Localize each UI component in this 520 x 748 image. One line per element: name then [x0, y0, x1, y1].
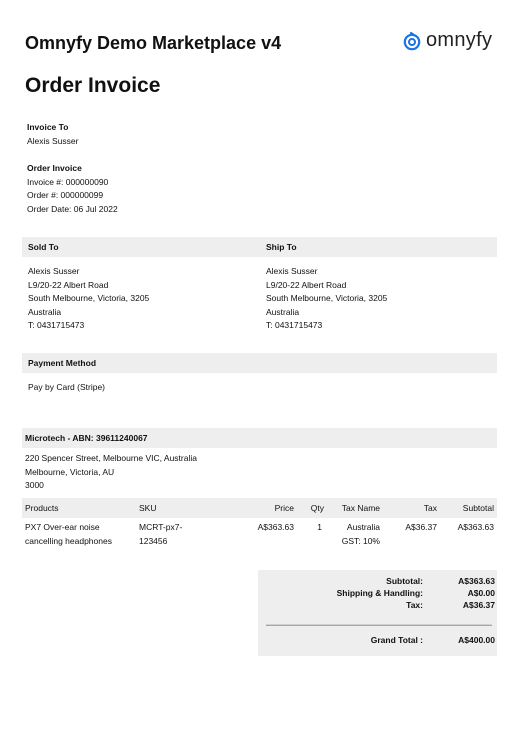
address-header-band: [22, 237, 497, 257]
item-tax-name-line: GST: 10%: [341, 535, 380, 546]
sold-to-line: Alexis Susser: [28, 266, 80, 276]
totals-divider: [266, 624, 492, 626]
order-date: Order Date: 06 Jul 2022: [27, 203, 118, 214]
ship-to-line: South Melbourne, Victoria, 3205: [266, 293, 388, 303]
sold-to-line: T: 0431715473: [28, 320, 85, 330]
order-invoice-label: Order Invoice: [27, 163, 82, 173]
col-header-tax-name: Tax Name: [341, 503, 380, 513]
sold-to-line: L9/20-22 Albert Road: [28, 279, 109, 290]
ship-to-line: Alexis Susser: [266, 266, 318, 276]
vendor-address: [25, 452, 197, 493]
item-product: [25, 521, 112, 548]
order-invoice-section: [27, 162, 118, 216]
col-header-subtotal: Subtotal: [462, 503, 494, 513]
item-price: A$363.63: [257, 522, 294, 532]
store-name: Omnyfy Demo Marketplace v4: [25, 33, 282, 53]
sold-to-address: [28, 265, 149, 333]
item-sku-line: MCRT-px7-: [139, 522, 183, 532]
tax-label: Tax:: [406, 600, 423, 610]
grand-total-value: A$400.00: [458, 635, 495, 645]
ship-to-label: Ship To: [266, 242, 297, 252]
shipping-value: A$0.00: [467, 588, 495, 598]
sold-to-line: South Melbourne, Victoria, 3205: [28, 293, 150, 303]
invoice-to-section: [27, 121, 79, 148]
invoice-to-label: Invoice To: [27, 122, 69, 132]
invoice-number: Invoice #: 000000090: [27, 176, 109, 187]
document-title: Order Invoice: [25, 74, 161, 97]
col-header-sku: SKU: [139, 503, 157, 513]
ship-to-line: T: 0431715473: [266, 320, 323, 330]
item-tax-name: [324, 521, 380, 548]
invoice-to-name: Alexis Susser: [27, 135, 79, 146]
ship-to-line: Australia: [266, 306, 300, 317]
vendor-line: 220 Spencer Street, Melbourne VIC, Australia: [25, 453, 197, 463]
order-number: Order #: 000000099: [27, 190, 104, 200]
omnyfy-logo: [402, 29, 492, 52]
col-header-qty: Qty: [310, 503, 324, 513]
ship-to-address: [266, 265, 387, 333]
item-sku: [139, 521, 182, 548]
omnyfy-logo-icon: [402, 31, 422, 51]
totals-tax-row: [258, 599, 495, 611]
payment-method-value: Pay by Card (Stripe): [28, 382, 105, 392]
payment-method-label: Payment Method: [28, 358, 97, 368]
subtotal-value: A$363.63: [458, 576, 495, 586]
grand-total-label: Grand Total :: [370, 635, 423, 645]
item-subtotal: A$363.63: [457, 522, 494, 532]
item-tax: A$36.37: [405, 522, 437, 532]
subtotal-label: Subtotal:: [386, 576, 423, 586]
shipping-label: Shipping & Handling:: [336, 588, 423, 598]
item-qty: 1: [317, 522, 322, 532]
item-product-line: PX7 Over-ear noise: [25, 522, 100, 532]
grand-total-row: [258, 634, 495, 646]
tax-value: A$36.37: [462, 600, 495, 610]
item-tax-name-line: Australia: [346, 522, 380, 532]
sold-to-label: Sold To: [28, 242, 59, 252]
col-header-tax: Tax: [423, 503, 437, 513]
vendor-line: 3000: [25, 480, 44, 490]
sold-to-line: Australia: [28, 306, 62, 317]
item-sku-line: 123456: [139, 535, 168, 546]
vendor-label: Microtech - ABN: 39611240067: [25, 433, 148, 443]
vendor-line: Melbourne, Victoria, AU: [25, 466, 115, 477]
totals-shipping-row: [258, 587, 495, 599]
ship-to-line: L9/20-22 Albert Road: [266, 279, 347, 290]
totals-subtotal-row: [258, 575, 495, 587]
col-header-products: Products: [25, 503, 59, 513]
logo-text: omnyfy: [426, 29, 493, 51]
item-product-line: cancelling headphones: [25, 535, 112, 546]
col-header-price: Price: [274, 503, 294, 513]
totals-lines: [258, 575, 495, 611]
